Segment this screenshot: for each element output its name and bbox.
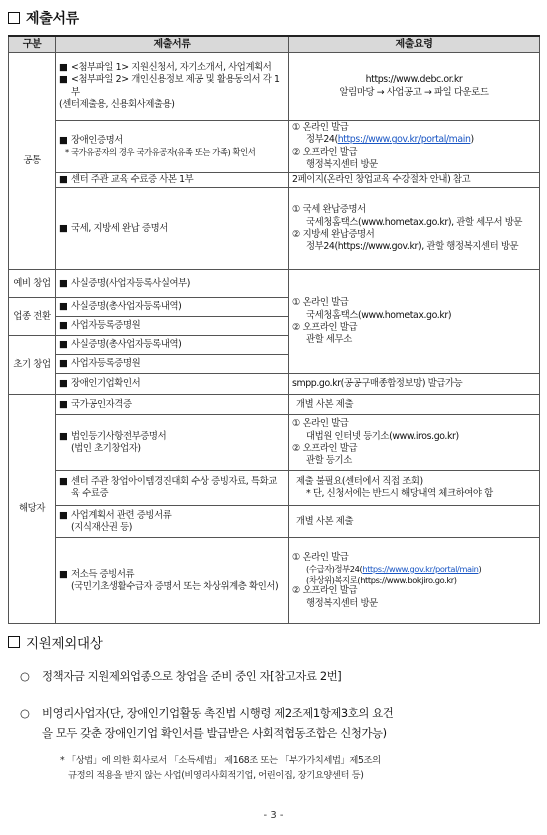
table-row bbox=[9, 121, 540, 173]
method-text: ① 온라인 발급 bbox=[292, 551, 349, 563]
method-text: ② 오프라인 발급 bbox=[292, 146, 358, 158]
bullet-icon: ■ bbox=[59, 62, 68, 74]
method-text: 행정복지센터 방문 bbox=[306, 158, 378, 170]
header-documents: 제출서류 bbox=[56, 36, 289, 53]
doc-text: 센터 주관 창업아이템경진대회 수상 증빙자료, 특화교육 수료증 bbox=[71, 476, 277, 500]
bullet-icon: ■ bbox=[59, 430, 68, 442]
method-cell bbox=[289, 415, 540, 471]
method-cell bbox=[289, 188, 540, 270]
bullet-icon: ■ bbox=[59, 320, 68, 332]
doc-text: 국세, 지방세 완납 증명서 bbox=[71, 222, 168, 234]
bullet-icon: ■ bbox=[59, 277, 68, 289]
category-convert: 업종 전환 bbox=[9, 298, 56, 336]
doc-cell bbox=[56, 317, 289, 336]
doc-cell bbox=[56, 374, 289, 395]
bokjiro-text: (차상위)복지로(https://www.bokjiro.go.kr) bbox=[306, 574, 457, 585]
bullet-icon: ■ bbox=[59, 74, 68, 86]
method-text: ② 오프라인 발급 bbox=[292, 585, 358, 597]
doc-text: (지식재산권 등) bbox=[71, 521, 133, 533]
category-common: 공통 bbox=[9, 53, 56, 270]
method-cell: ① 온라인 발급 (수급자)정부24(https://www.gov.kr/portal/main) (차상위)복지로(https://www.bokjiro.go.kr) ② 오프라인 발급 행정복지센터 방문 bbox=[289, 538, 540, 624]
bullet-icon: ■ bbox=[59, 135, 68, 146]
method-text: 정부24( bbox=[306, 134, 338, 146]
exclusion-text: 비영리사업자(단, 장애인기업활동 촉진법 시행령 제2조제1항제3호의 요건 bbox=[42, 706, 394, 720]
method-cell bbox=[289, 506, 540, 538]
category-applicable: 해당자 bbox=[9, 395, 56, 624]
doc-note: * 국가유공자의 경우 국가유공자(유족 또는 가족) 확인서 bbox=[65, 147, 256, 158]
doc-cell bbox=[56, 471, 289, 506]
doc-text: 사실증명(사업자등록사실여부) bbox=[71, 277, 191, 289]
bullet-icon: ■ bbox=[59, 222, 68, 234]
doc-cell bbox=[56, 415, 289, 471]
bullet-icon: ■ bbox=[59, 301, 68, 313]
footnote bbox=[60, 753, 538, 784]
bullet-icon: ■ bbox=[59, 339, 68, 351]
method-text: ② 오프라인 발급 bbox=[292, 442, 358, 454]
method-cell: smpp.go.kr(공공구매종합정보망) 발급가능 bbox=[289, 374, 540, 395]
header-category: 구분 bbox=[9, 36, 56, 53]
doc-text: 장애인증명서 bbox=[71, 135, 123, 146]
doc-cell bbox=[56, 121, 289, 173]
method-text: https://www.debc.or.kr bbox=[365, 74, 463, 86]
doc-cell bbox=[56, 355, 289, 374]
doc-text: 사업계획서 관련 증빙서류 bbox=[71, 509, 172, 521]
method-text: ① 온라인 발급 bbox=[292, 418, 349, 430]
method-text: 정부24(https://www.gov.kr), 관할 행정복지센터 방문 bbox=[306, 240, 519, 252]
doc-cell bbox=[56, 298, 289, 317]
exclusion-item bbox=[20, 667, 538, 687]
doc-text: (국민기초생활수급자 증명서 또는 차상위계층 확인서) bbox=[71, 580, 279, 592]
section-title-documents: 제출서류 bbox=[8, 8, 79, 28]
doc-text: <첨부파일 1> 지원신청서, 자기소개서, 사업계획서 bbox=[71, 62, 272, 74]
table-row bbox=[9, 173, 540, 188]
method-text: ① 온라인 발급 bbox=[292, 122, 349, 134]
method-text: 행정복지센터 방문 bbox=[306, 597, 378, 609]
table-header-row bbox=[9, 36, 540, 53]
method-cell-shared bbox=[289, 270, 540, 374]
method-cell bbox=[289, 395, 540, 415]
bullet-icon: ■ bbox=[59, 476, 68, 487]
circle-bullet-icon: ○ bbox=[20, 706, 30, 720]
doc-text: 장애인기업확인서 bbox=[71, 378, 141, 390]
exclusion-text: 을 모두 갖춘 장애인기업 확인서를 발급받은 사회적협동조합은 신청가능) bbox=[42, 725, 387, 740]
method-text: 알림마당 → 사업공고 → 파일 다운로드 bbox=[339, 86, 489, 98]
circle-bullet-icon: ○ bbox=[20, 669, 30, 683]
bullet-icon: ■ bbox=[59, 509, 68, 521]
doc-text: 사실증명(총사업자등록내역) bbox=[71, 301, 182, 313]
table-row bbox=[9, 506, 540, 538]
gov-portal-link[interactable]: https://www.gov.kr/portal/main bbox=[362, 563, 479, 574]
checkbox-square-icon bbox=[8, 636, 20, 648]
bullet-icon: ■ bbox=[59, 398, 68, 410]
table-row bbox=[9, 270, 540, 298]
method-text: 대법원 인터넷 등기소(www.iros.go.kr) bbox=[306, 430, 459, 442]
page-number: - 3 - bbox=[263, 810, 284, 821]
method-text: 국세청홈택스(www.hometax.go.kr), 관할 세무서 방문 bbox=[306, 216, 523, 228]
method-text: ② 오프라인 발급 bbox=[292, 321, 358, 333]
doc-text: 저소득 증빙서류 bbox=[71, 568, 135, 580]
doc-text: 국가공인자격증 bbox=[71, 398, 132, 410]
table-row bbox=[9, 471, 540, 506]
table-row bbox=[9, 395, 540, 415]
bullet-icon: ■ bbox=[59, 378, 68, 390]
doc-text: 법인등기사항전부증명서 bbox=[71, 430, 167, 442]
footnote-line: 규정의 적용을 받지 않는 사업(비영리사회적기업, 어린이집, 장기요양센터 등) bbox=[68, 770, 364, 782]
doc-text: (센터제출용, 신용회사제출용) bbox=[59, 98, 175, 110]
section-title-exclusions: 지원제외대상 bbox=[8, 632, 102, 652]
method-cell: ① 온라인 발급 정부24(https://www.gov.kr/portal/main) ② 오프라인 발급 행정복지센터 방문 bbox=[289, 121, 540, 173]
method-text: ② 지방세 완납증명서 bbox=[292, 228, 375, 240]
footnote-line: * 「상법」에 의한 회사로서 「소득세법」 제168조 또는 「부가가치세법」제5조의 bbox=[60, 755, 381, 766]
category-prestart: 예비 창업 bbox=[9, 270, 56, 298]
doc-cell bbox=[56, 395, 289, 415]
category-early: 초기 창업 bbox=[9, 336, 56, 395]
method-text: 관할 세무소 bbox=[306, 333, 352, 345]
doc-text: (법인 초기창업자) bbox=[71, 442, 141, 454]
method-cell: 2페이지(온라인 창업교육 수강절차 안내) 참고 bbox=[289, 173, 540, 188]
doc-cell bbox=[56, 173, 289, 188]
bullet-icon: ■ bbox=[59, 568, 68, 580]
exclusion-text: 정책자금 지원제외업종으로 창업을 준비 중인 자[참고자료 2번] bbox=[42, 669, 342, 683]
bullet-icon: ■ bbox=[59, 174, 68, 185]
doc-text: 사실증명(총사업자등록내역) bbox=[71, 339, 182, 351]
bullet-icon: ■ bbox=[59, 358, 68, 370]
method-text: 국세청홈택스(www.hometax.go.kr) bbox=[306, 309, 452, 321]
method-text: 관할 등기소 bbox=[306, 454, 352, 466]
method-text: ① 국세 완납증명서 bbox=[292, 204, 366, 216]
doc-cell bbox=[56, 270, 289, 298]
doc-text: 센터 주관 교육 수료증 사본 1부 bbox=[71, 174, 194, 185]
gov-portal-link[interactable]: https://www.gov.kr/portal/main bbox=[337, 134, 471, 146]
doc-cell bbox=[56, 506, 289, 538]
method-cell bbox=[289, 471, 540, 506]
doc-text: <첨부파일 2> 개인신용정보 제공 및 활용동의서 각 1부 bbox=[71, 74, 280, 98]
table-row bbox=[9, 374, 540, 395]
table-row bbox=[9, 415, 540, 471]
method-note: * 단, 신청서에는 반드시 해당내역 체크하여야 함 bbox=[306, 488, 493, 500]
table-row bbox=[9, 538, 540, 624]
method-cell bbox=[289, 53, 540, 121]
doc-text: 사업자등록증명원 bbox=[71, 358, 141, 370]
doc-cell bbox=[56, 188, 289, 270]
table-row bbox=[9, 188, 540, 270]
table-row bbox=[9, 53, 540, 121]
doc-cell bbox=[56, 538, 289, 624]
method-text: 개별 사본 제출 bbox=[296, 515, 354, 527]
doc-cell bbox=[56, 336, 289, 355]
doc-text: 사업자등록증명원 bbox=[71, 320, 141, 332]
doc-cell bbox=[56, 53, 289, 121]
exclusion-item bbox=[20, 704, 538, 744]
header-method: 제출요령 bbox=[289, 36, 540, 53]
checkbox-square-icon bbox=[8, 12, 20, 24]
method-text: 제출 불필요(센터에서 직접 조회) bbox=[296, 476, 423, 487]
method-text: ① 온라인 발급 bbox=[292, 297, 349, 309]
method-text: 개별 사본 제출 bbox=[296, 398, 354, 410]
documents-table bbox=[8, 35, 540, 624]
